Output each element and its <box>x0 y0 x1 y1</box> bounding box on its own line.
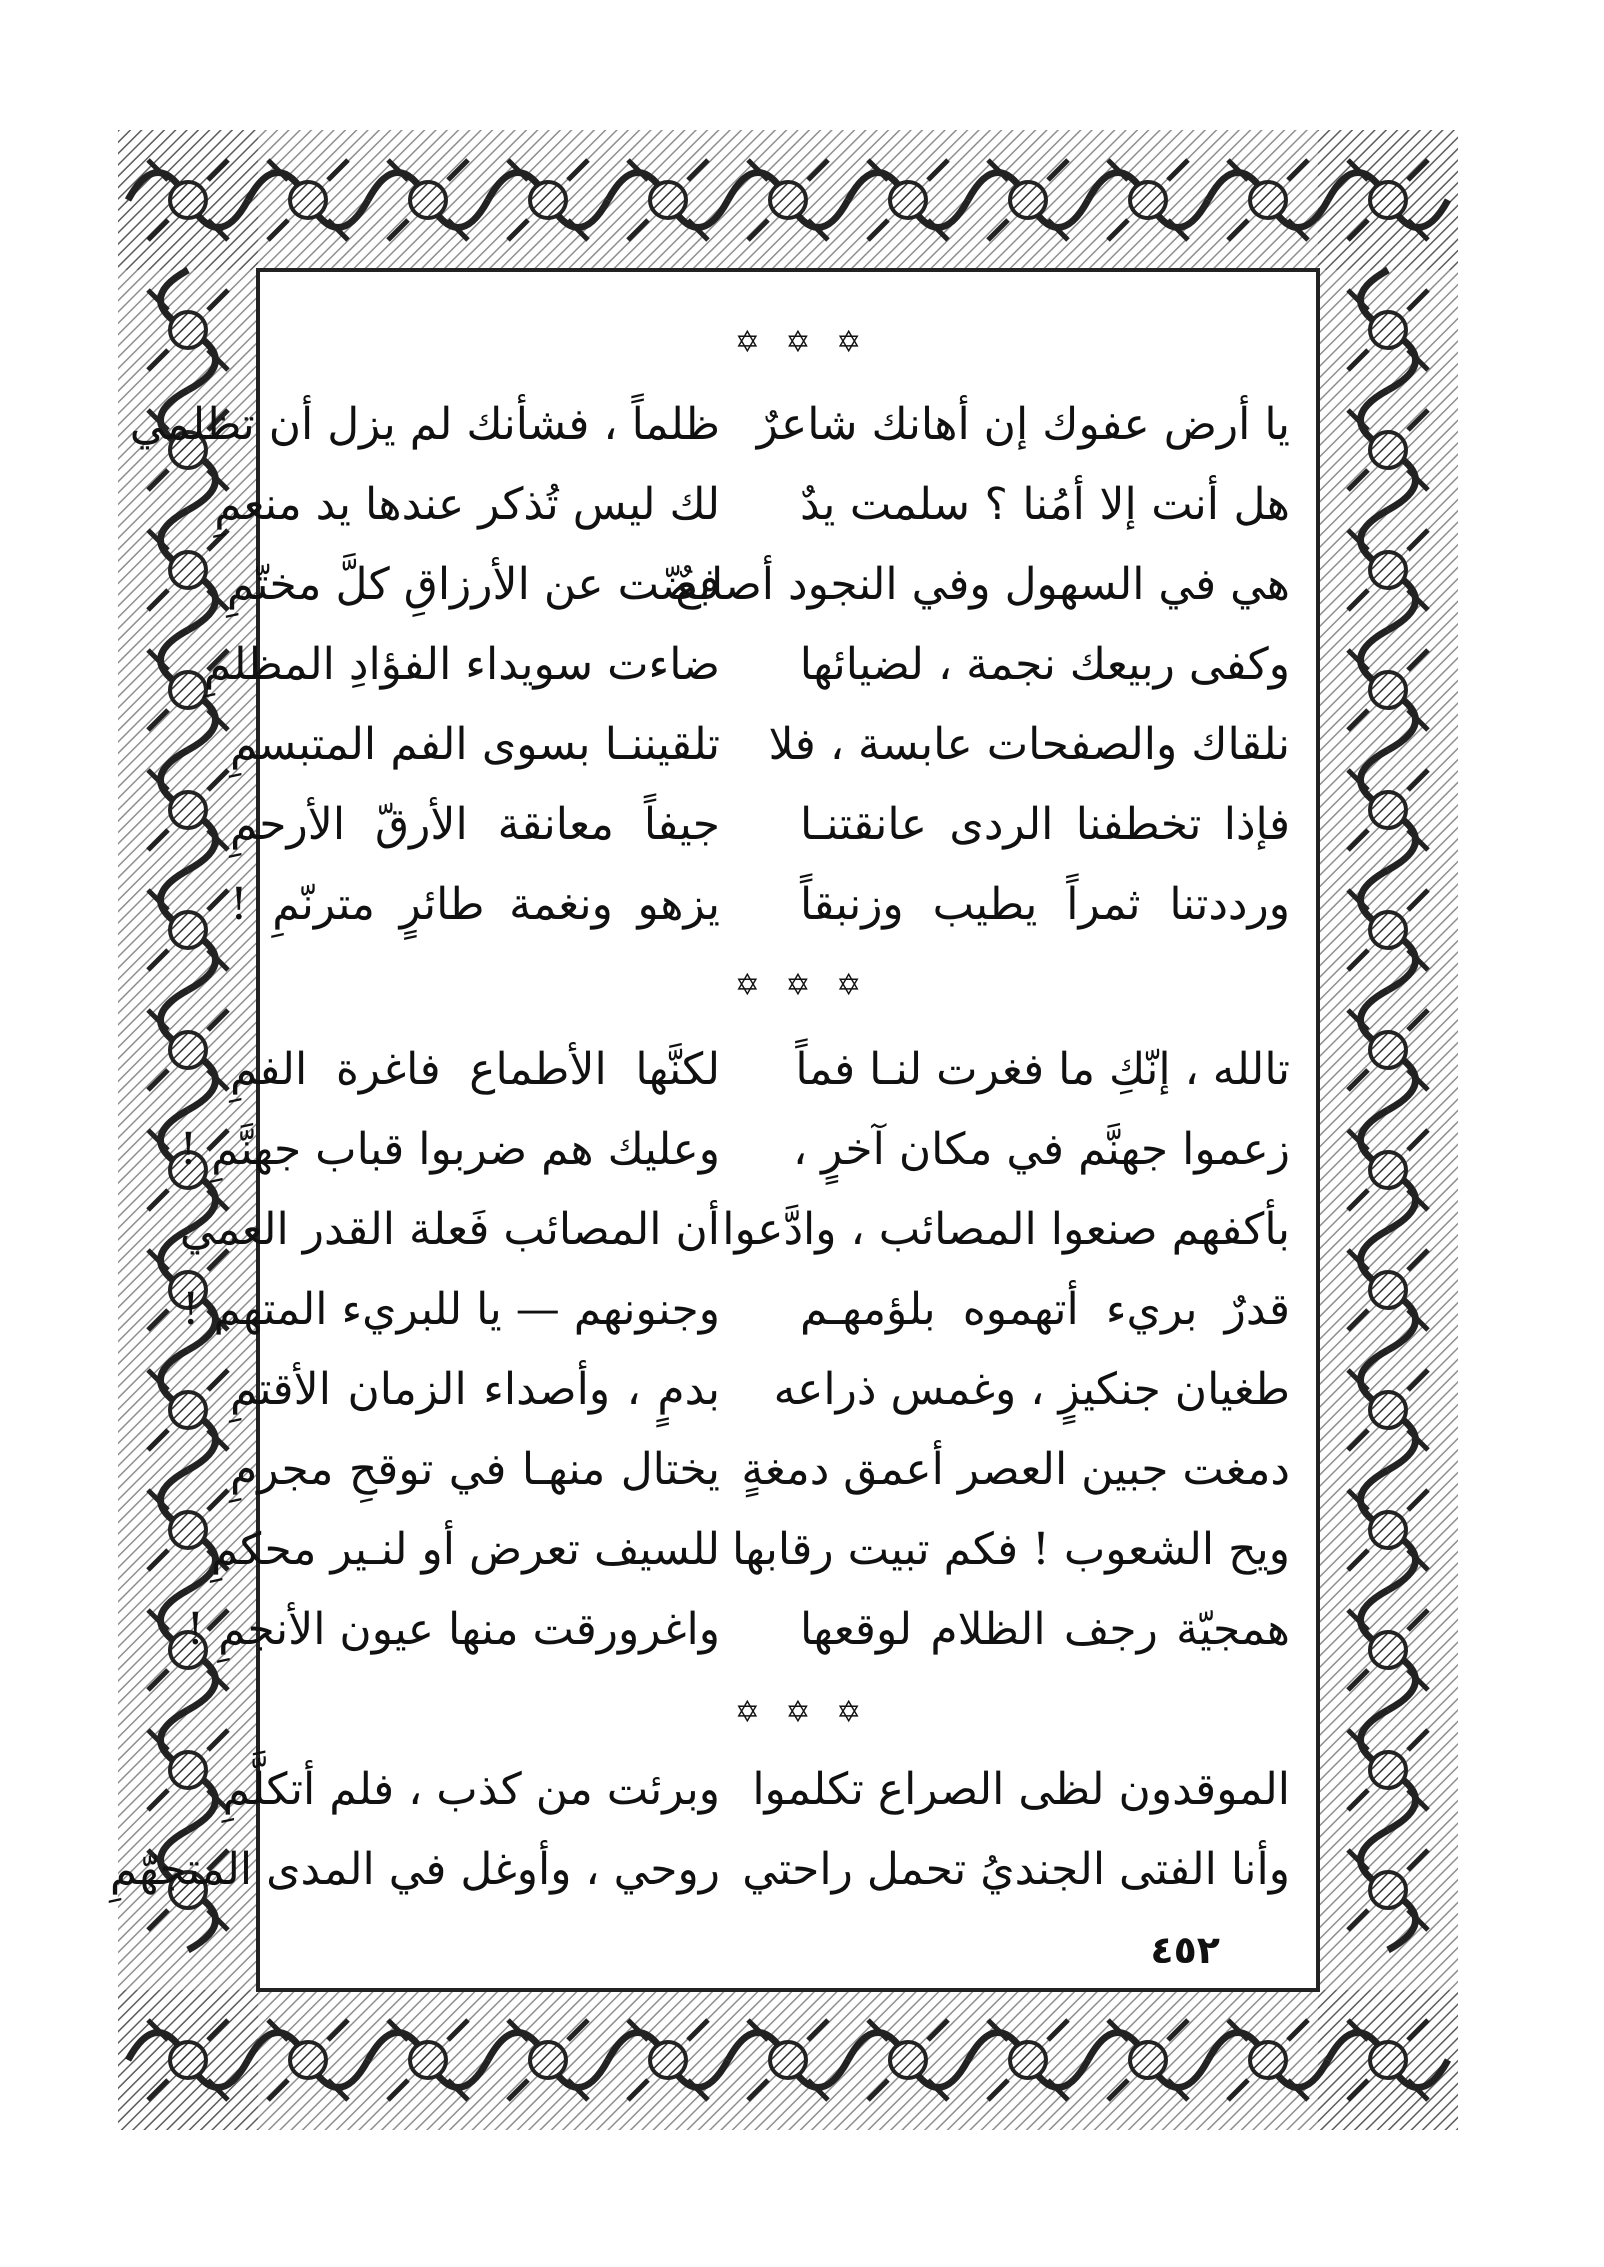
hemistich-right: الموقدون لظى الصراع تكلموا <box>752 1763 1290 1815</box>
hemistich-right: ويح الشعوب ! فكم تبيت رقابها <box>731 1523 1290 1575</box>
hemistich-left: وبرئت من كذب ، فلم أتكلَّمِ <box>222 1763 720 1815</box>
hemistich-left: للسيف تعرض أو لنـير محكمِ <box>210 1523 720 1575</box>
verse <box>230 705 1290 785</box>
stanza-separator: ✡ ✡ ✡ <box>734 968 870 1003</box>
hemistich-left: بدمٍ ، وأصداء الزمان الأقتمِ <box>230 1363 720 1415</box>
hemistich-left: وجنونهم — يا للبريء المتهم ! <box>181 1283 720 1335</box>
verse <box>230 785 1290 865</box>
hemistich-left: جيفاً معانقة الأرقّ الأرحمِ <box>230 798 720 850</box>
verse <box>210 1510 1290 1590</box>
verse <box>179 1190 1290 1270</box>
hemistich-left: لك ليس تُذكر عندها يد منعمِ <box>214 478 720 530</box>
hemistich-right: وكفى ربيعك نجمة ، لضيائها <box>799 638 1290 690</box>
hemistich-left: تلقيننـا بسوى الفم المتبسمِ <box>230 718 720 770</box>
stanza-1 <box>129 385 1290 945</box>
hemistich-right: دمغت جبين العصر أعمق دمغةٍ <box>741 1443 1290 1495</box>
hemistich-left: وعليك هم ضربوا قباب جهنَّمِ ! <box>179 1123 720 1175</box>
hemistich-left: فضّت عن الأرزاقِ كلَّ مختّمِ <box>226 558 720 610</box>
hemistich-right: ورددتنا ثمراً يطيب وزنبقاً <box>800 878 1290 930</box>
hemistich-right: زعموا جهنَّم في مكان آخرٍ ، <box>792 1123 1290 1175</box>
verse <box>226 545 1290 625</box>
hemistich-left: أن المصائب فَعلة القدر العمي <box>179 1203 720 1255</box>
verse <box>181 1270 1290 1350</box>
hemistich-right: وأنا الفتى الجنديُ تحمل راحتي <box>742 1843 1290 1895</box>
verse <box>230 1030 1290 1110</box>
verse <box>109 1830 1290 1910</box>
hemistich-right: هل أنت إلا أمُنا ؟ سلمت يدٌ <box>800 478 1290 530</box>
hemistich-left: لكنَّها الأطماع فاغرة الفمِ <box>230 1043 720 1095</box>
hemistich-right: قدرٌ بريء أتهموه بلؤمهـم <box>800 1283 1290 1335</box>
verse <box>186 1590 1290 1670</box>
hemistich-right: همجيّة رجف الظلام لوقعها <box>800 1603 1290 1655</box>
verse <box>222 1750 1290 1830</box>
hemistich-right: تالله ، إنّكِ ما فغرت لنـا فماً <box>795 1043 1290 1095</box>
hemistich-right: يا أرض عفوك إن أهانك شاعرٌ <box>756 398 1290 450</box>
verse <box>203 625 1290 705</box>
hemistich-left: ظلماً ، فشأنك لم يزل أن تظلمي <box>129 398 720 450</box>
verse <box>230 1430 1290 1510</box>
verse <box>179 1110 1290 1190</box>
hemistich-right: فإذا تخطفنا الردى عانقتنـا <box>800 798 1290 850</box>
hemistich-left: روحي ، وأوغل في المدى المتجهّمِ <box>109 1843 720 1895</box>
hemistich-left: ضاءت سويداء الفؤادِ المظلمِ <box>203 638 720 690</box>
verse <box>214 465 1290 545</box>
page-number: ٤٥٢ <box>1150 1928 1220 1972</box>
stanza-2 <box>179 1030 1290 1670</box>
hemistich-right: بأكفهم صنعوا المصائب ، وادَّعوا <box>722 1203 1290 1255</box>
stanza-separator: ✡ ✡ ✡ <box>734 1695 870 1730</box>
stanza-separator: ✡ ✡ ✡ <box>734 325 870 360</box>
hemistich-left: يختال منهـا في توقحِ مجرمِ <box>230 1443 720 1495</box>
verse <box>230 1350 1290 1430</box>
stanza-3 <box>109 1750 1290 1910</box>
hemistich-left: واغرورقت منها عيون الأنجمِ ! <box>186 1603 720 1655</box>
hemistich-right: طغيان جنكيزٍ ، وغمس ذراعه <box>773 1363 1290 1415</box>
verse <box>129 385 1290 465</box>
hemistich-right: نلقاك والصفحات عابسة ، فلا <box>768 718 1290 770</box>
hemistich-right: هي في السهول وفي النجود أصابعٌ <box>675 558 1290 610</box>
hemistich-left: يزهو ونغمة طائرٍ مترنّمِ ! <box>230 878 720 930</box>
verse <box>230 865 1290 945</box>
